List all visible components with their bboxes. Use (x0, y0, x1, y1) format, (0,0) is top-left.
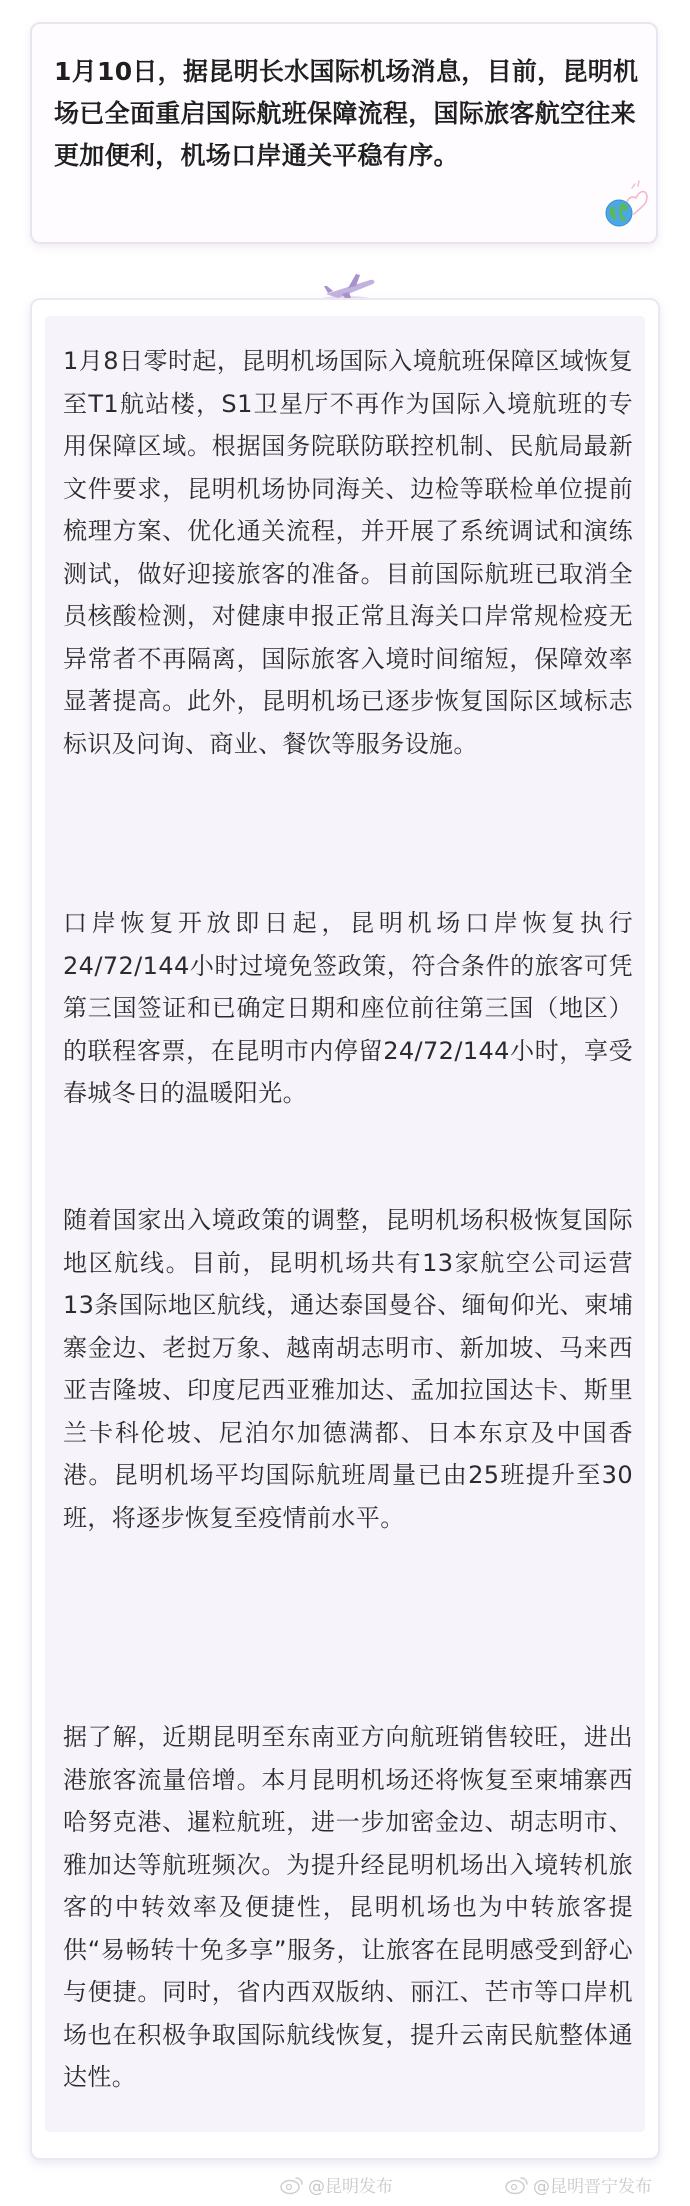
article-body (45, 316, 645, 2132)
lead-text: 1月10日，据昆明长水国际机场消息，目前，昆明机场已全面重启国际航班保障流程，国际旅客航空往来更加便利，机场口岸通关平稳有序。 (54, 57, 639, 170)
article-paragraph: 1月8日零时起，昆明机场国际入境航班保障区域恢复至T1航站楼，S1卫星厅不再作为国际入境航班的专用保障区域。根据国务院联防联控机制、民航局最新文件要求，昆明机场协同海关、边检等联检单位提前梳理方案、优化通关流程，并开展了系统调试和演练测试，做好迎接旅客的准备。目前国际航班已取消全员核酸检测，对健康申报正常且海关口岸常规检疫无异常者不再隔离，国际旅客入境时间缩短，保障效率显著提高。此外，昆明机场已逐步恢复国际区域标志标识及问询、商业、餐饮等服务设施。 (63, 347, 633, 758)
watermark-right-text: @昆明晋宁发布 (533, 2177, 652, 2197)
lead-card (30, 22, 658, 244)
article-card (30, 298, 660, 2160)
watermark-left (280, 2172, 393, 2197)
article-paragraph: 口岸恢复开放即日起，昆明机场口岸恢复执行24/72/144小时过境免签政策，符合条件的旅客可凭第三国签证和已确定日期和座位前往第三国（地区）的联程客票，在昆明市内停留24/72/144小时，享受春城冬日的温暖阳光。 (63, 909, 633, 1107)
article-paragraph: 据了解，近期昆明至东南亚方向航班销售较旺，进出港旅客流量倍增。本月昆明机场还将恢复至柬埔寨西哈努克港、暹粒航班，进一步加密金边、胡志明市、雅加达等航班频次。为提升经昆明机场出入境转机旅客的中转效率及便捷性，昆明机场也为中转旅客提供“易畅转十免多享”服务，让旅客在昆明感受到舒心与便捷。同时，省内西双版纳、丽江、芒市等口岸机场也在积极争取国际航线恢复，提升云南民航整体通达性。 (63, 1723, 633, 2091)
globe-icon (604, 198, 634, 228)
watermark-right (505, 2172, 652, 2197)
weibo-icon (280, 2175, 304, 2195)
weibo-icon (505, 2175, 529, 2195)
article-paragraph: 随着国家出入境政策的调整，昆明机场积极恢复国际地区航线。目前，昆明机场共有13家航空公司运营13条国际地区航线，通达泰国曼谷、缅甸仰光、柬埔寨金边、老挝万象、越南胡志明市、新加坡、马来西亚吉隆坡、印度尼西亚雅加达、孟加拉国达卡、斯里兰卡科伦坡、尼泊尔加德满都、日本东京及中国香港。昆明机场平均国际航班周量已由25班提升至30班，将逐步恢复至疫情前水平。 (63, 1206, 633, 1532)
watermark-left-text: @昆明发布 (308, 2177, 393, 2197)
